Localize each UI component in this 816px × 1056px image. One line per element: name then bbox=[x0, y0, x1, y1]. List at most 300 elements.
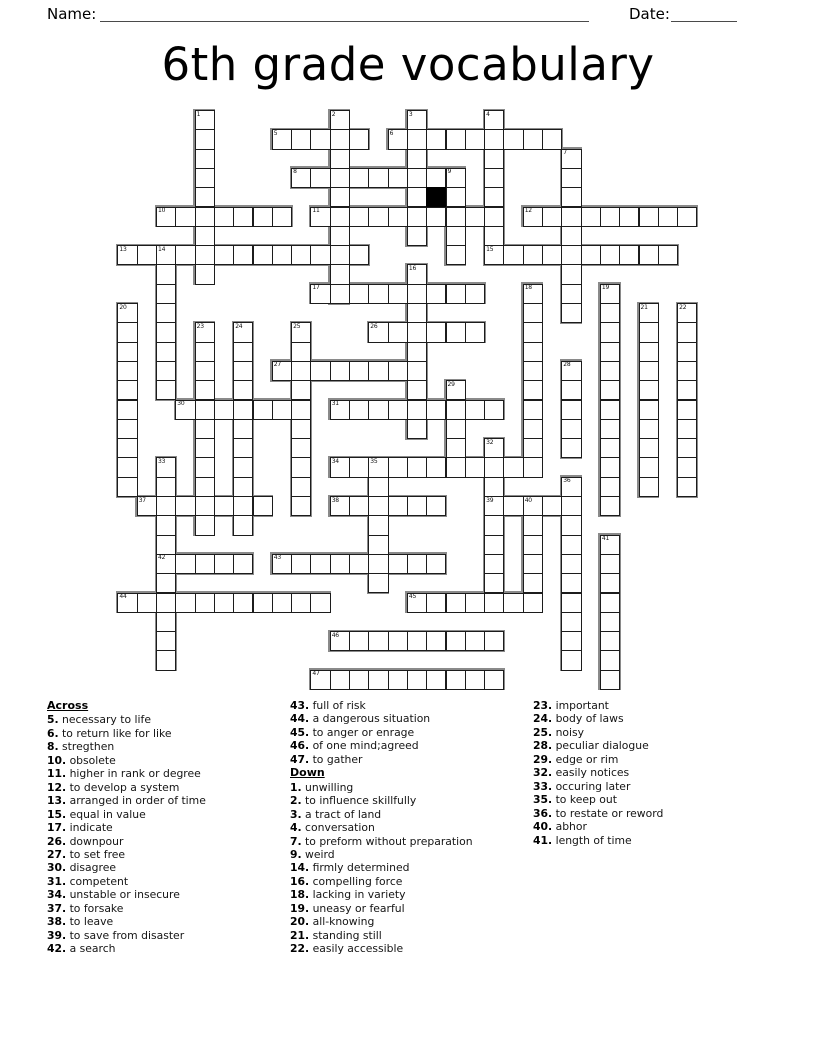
grid-cell bbox=[195, 554, 215, 574]
clue-number: 30. bbox=[47, 861, 67, 875]
grid-cell bbox=[523, 380, 543, 400]
clue-text: to restate or reword bbox=[552, 806, 664, 820]
clue-number: 47. bbox=[290, 752, 310, 766]
clue-item bbox=[533, 739, 713, 752]
grid-cell bbox=[561, 245, 581, 265]
grid-cell bbox=[330, 264, 350, 284]
grid-cell bbox=[465, 593, 485, 613]
grid-cell bbox=[349, 129, 369, 149]
clue-item bbox=[290, 875, 530, 888]
clue-number: 22. bbox=[290, 942, 310, 956]
grid-cell bbox=[195, 187, 215, 207]
grid-cell bbox=[156, 303, 176, 323]
across-heading: Across bbox=[47, 699, 89, 712]
clue-item bbox=[47, 942, 287, 955]
clue-number: 1. bbox=[290, 780, 302, 794]
clue-text: higher in rank or degree bbox=[66, 767, 201, 781]
grid-cell bbox=[484, 149, 504, 169]
grid-cell bbox=[600, 496, 620, 516]
grid-cell bbox=[388, 361, 408, 381]
clue-text: to leave bbox=[66, 915, 114, 929]
grid-cell bbox=[600, 361, 620, 381]
grid-cell bbox=[407, 670, 427, 690]
grid-cell bbox=[253, 593, 273, 613]
grid-cell bbox=[407, 419, 427, 439]
cell-number: 8 bbox=[293, 168, 297, 176]
clue-number: 12. bbox=[47, 780, 67, 794]
grid-cell bbox=[349, 400, 369, 420]
clue-number: 26. bbox=[47, 834, 67, 848]
clue-number: 42. bbox=[47, 942, 67, 956]
grid-cell bbox=[484, 129, 504, 149]
grid-cell bbox=[426, 496, 446, 516]
grid-cell bbox=[600, 342, 620, 362]
grid-cell bbox=[407, 496, 427, 516]
grid-cell bbox=[465, 631, 485, 651]
grid-cell bbox=[388, 322, 408, 342]
grid-cell bbox=[639, 400, 659, 420]
grid-cell bbox=[465, 207, 485, 227]
grid-cell bbox=[561, 226, 581, 246]
grid-cell bbox=[542, 207, 562, 227]
grid-cell bbox=[195, 419, 215, 439]
clue-number: 28. bbox=[533, 739, 553, 753]
grid-cell bbox=[561, 573, 581, 593]
grid-cell bbox=[349, 496, 369, 516]
clue-item bbox=[533, 807, 713, 820]
grid-cell bbox=[233, 496, 253, 516]
grid-cell bbox=[233, 245, 253, 265]
grid-cell bbox=[175, 593, 195, 613]
grid-cell bbox=[195, 207, 215, 227]
grid-cell bbox=[561, 535, 581, 555]
clue-item bbox=[290, 739, 530, 752]
clue-number: 40. bbox=[533, 820, 553, 834]
grid-cell bbox=[195, 477, 215, 497]
cell-number: 38 bbox=[331, 496, 339, 504]
grid-cell bbox=[639, 419, 659, 439]
cell-number: 10 bbox=[158, 207, 166, 214]
grid-cell bbox=[310, 593, 330, 613]
grid-cell bbox=[446, 400, 466, 420]
grid-cell bbox=[407, 554, 427, 574]
grid-cell bbox=[523, 245, 543, 265]
clue-number: 15. bbox=[47, 807, 67, 821]
grid-cell bbox=[195, 400, 215, 420]
grid-cell bbox=[561, 631, 581, 651]
cell-number: 13 bbox=[119, 245, 127, 253]
grid-cell bbox=[523, 457, 543, 477]
clue-item bbox=[47, 821, 287, 834]
clue-column-1 bbox=[47, 699, 287, 956]
clue-number: 20. bbox=[290, 915, 310, 929]
grid-cell bbox=[561, 168, 581, 188]
grid-cell bbox=[368, 284, 388, 304]
grid-cell bbox=[446, 631, 466, 651]
grid-cell bbox=[426, 284, 446, 304]
grid-cell bbox=[600, 245, 620, 265]
grid-cell bbox=[600, 631, 620, 651]
grid-cell bbox=[349, 361, 369, 381]
cell-number: 42 bbox=[158, 554, 166, 562]
clue-text: easily notices bbox=[552, 766, 630, 780]
grid-cell bbox=[214, 245, 234, 265]
grid-cell bbox=[446, 670, 466, 690]
grid-cell bbox=[523, 515, 543, 535]
grid-cell bbox=[426, 322, 446, 342]
grid-cell bbox=[291, 496, 311, 516]
clue-item bbox=[533, 753, 713, 766]
grid-cell bbox=[465, 322, 485, 342]
cell-number: 33 bbox=[158, 457, 166, 465]
cell-number: 43 bbox=[273, 554, 282, 562]
clue-number: 37. bbox=[47, 901, 67, 915]
cell-number: 39 bbox=[486, 496, 494, 504]
grid-cell bbox=[349, 207, 369, 227]
date-label: Date: bbox=[629, 5, 670, 23]
cell-number: 19 bbox=[601, 284, 610, 292]
grid-cell bbox=[117, 380, 137, 400]
clue-text: competent bbox=[66, 874, 129, 888]
grid-cell bbox=[291, 129, 311, 149]
clue-item bbox=[290, 808, 530, 821]
grid-cell bbox=[117, 438, 137, 458]
grid-cell bbox=[272, 400, 292, 420]
clue-text: standing still bbox=[309, 928, 382, 942]
grid-cell bbox=[407, 149, 427, 169]
cell-number: 24 bbox=[235, 322, 243, 330]
down-heading: Down bbox=[290, 766, 325, 780]
grid-cell bbox=[117, 361, 137, 381]
grid-cell bbox=[677, 457, 697, 477]
grid-cell bbox=[523, 361, 543, 381]
grid-cell bbox=[368, 207, 388, 227]
cell-number: 30 bbox=[177, 400, 185, 407]
clue-number: 17. bbox=[47, 821, 67, 835]
clue-number: 5. bbox=[47, 713, 59, 727]
grid-cell bbox=[426, 457, 446, 477]
grid-cell bbox=[388, 554, 408, 574]
grid-cell bbox=[639, 207, 659, 227]
grid-cell bbox=[156, 631, 176, 651]
grid-cell bbox=[175, 207, 195, 227]
grid-cell bbox=[561, 380, 581, 400]
grid-cell bbox=[503, 245, 523, 265]
grid-cell bbox=[117, 419, 137, 439]
cell-number: 40 bbox=[524, 496, 532, 504]
cell-number: 20 bbox=[119, 303, 127, 311]
clue-item bbox=[290, 726, 530, 739]
clue-number: 11. bbox=[47, 767, 67, 781]
grid-cell bbox=[233, 554, 253, 574]
grid-cell bbox=[388, 670, 408, 690]
grid-cell bbox=[233, 515, 253, 535]
grid-cell bbox=[523, 535, 543, 555]
cell-number: 27 bbox=[273, 361, 282, 369]
clue-item bbox=[290, 902, 530, 915]
grid-cell bbox=[291, 400, 311, 420]
clue-number: 38. bbox=[47, 915, 67, 929]
grid-cell bbox=[137, 593, 157, 613]
clue-number: 3. bbox=[290, 807, 302, 821]
grid-cell bbox=[561, 264, 581, 284]
clue-number: 6. bbox=[47, 726, 59, 740]
clue-item bbox=[533, 699, 713, 712]
grid-cell bbox=[484, 457, 504, 477]
grid-cell bbox=[619, 245, 639, 265]
cell-number: 45 bbox=[408, 593, 417, 600]
clue-item bbox=[47, 713, 287, 726]
grid-cell bbox=[503, 496, 523, 516]
grid-cell bbox=[368, 631, 388, 651]
clue-text: to save from disaster bbox=[66, 928, 185, 942]
grid-cell bbox=[388, 168, 408, 188]
grid-cell bbox=[677, 342, 697, 362]
grid-cell bbox=[195, 226, 215, 246]
clue-text: to keep out bbox=[552, 793, 617, 807]
clue-item bbox=[47, 808, 287, 821]
grid-cell bbox=[600, 593, 620, 613]
grid-cell bbox=[156, 496, 176, 516]
grid-cell bbox=[426, 670, 446, 690]
grid-cell bbox=[446, 419, 466, 439]
clue-text: of one mind;agreed bbox=[309, 739, 419, 753]
grid-cell bbox=[137, 245, 157, 265]
grid-cell bbox=[600, 322, 620, 342]
grid-cell bbox=[330, 149, 350, 169]
clue-number: 44. bbox=[290, 712, 310, 726]
grid-cell bbox=[523, 322, 543, 342]
grid-cell bbox=[426, 593, 446, 613]
clue-number: 13. bbox=[47, 794, 67, 808]
grid-cell bbox=[446, 207, 466, 227]
grid-cell bbox=[407, 361, 427, 381]
grid-cell bbox=[156, 380, 176, 400]
cell-number: 6 bbox=[389, 129, 394, 137]
grid-cell bbox=[639, 245, 659, 265]
grid-cell bbox=[639, 361, 659, 381]
clue-text: length of time bbox=[552, 833, 632, 847]
clue-text: equal in value bbox=[66, 807, 146, 821]
grid-cell bbox=[446, 226, 466, 246]
grid-cell bbox=[117, 457, 137, 477]
cell-number: 12 bbox=[524, 207, 532, 214]
grid-cell bbox=[407, 303, 427, 323]
grid-cell bbox=[368, 168, 388, 188]
grid-cell bbox=[561, 496, 581, 516]
grid-cell bbox=[195, 361, 215, 381]
clue-text: a tract of land bbox=[301, 807, 382, 821]
grid-cell bbox=[561, 612, 581, 632]
grid-cell bbox=[233, 400, 253, 420]
grid-cell bbox=[388, 284, 408, 304]
grid-cell bbox=[214, 554, 234, 574]
grid-cell bbox=[310, 168, 330, 188]
grid-cell bbox=[677, 361, 697, 381]
cell-number: 15 bbox=[486, 245, 494, 253]
clue-number: 19. bbox=[290, 901, 310, 915]
grid-cell bbox=[523, 419, 543, 439]
grid-cell bbox=[214, 400, 234, 420]
grid-cell bbox=[407, 400, 427, 420]
clue-item bbox=[290, 942, 530, 955]
grid-cell bbox=[233, 207, 253, 227]
clue-number: 45. bbox=[290, 725, 310, 739]
clue-item bbox=[533, 780, 713, 793]
cell-number: 11 bbox=[312, 207, 320, 214]
clue-item bbox=[47, 875, 287, 888]
grid-cell bbox=[330, 245, 350, 265]
cell-number: 5 bbox=[273, 129, 278, 137]
grid-cell bbox=[677, 400, 697, 420]
grid-cell bbox=[310, 245, 330, 265]
grid-cell bbox=[349, 245, 369, 265]
cell-number: 37 bbox=[138, 496, 146, 504]
clue-item bbox=[47, 754, 287, 767]
clue-text: to gather bbox=[309, 752, 363, 766]
clue-item bbox=[533, 820, 713, 833]
grid-cell bbox=[523, 342, 543, 362]
clue-number: 33. bbox=[533, 779, 553, 793]
grid-cell bbox=[156, 477, 176, 497]
grid-cell bbox=[233, 457, 253, 477]
grid-cell bbox=[407, 284, 427, 304]
grid-cell bbox=[349, 631, 369, 651]
grid-cell bbox=[368, 535, 388, 555]
grid-cell bbox=[156, 284, 176, 304]
grid-cell bbox=[291, 342, 311, 362]
grid-cell bbox=[619, 207, 639, 227]
clue-item bbox=[47, 794, 287, 807]
grid-cell bbox=[426, 554, 446, 574]
clue-item bbox=[290, 929, 530, 942]
grid-cell bbox=[658, 207, 678, 227]
grid-cell bbox=[523, 303, 543, 323]
clue-text: conversation bbox=[301, 821, 375, 835]
grid-cell bbox=[388, 207, 408, 227]
clue-text: lacking in variety bbox=[309, 888, 406, 902]
cell-number: 14 bbox=[158, 245, 166, 253]
clue-number: 39. bbox=[47, 928, 67, 942]
grid-cell bbox=[368, 496, 388, 516]
grid-cell bbox=[349, 284, 369, 304]
grid-cell bbox=[561, 303, 581, 323]
clue-text: full of risk bbox=[309, 699, 366, 712]
clue-number: 32. bbox=[533, 766, 553, 780]
grid-cell bbox=[214, 593, 234, 613]
clue-item bbox=[47, 740, 287, 753]
grid-cell bbox=[195, 438, 215, 458]
grid-cell bbox=[677, 207, 697, 227]
cell-number: 46 bbox=[331, 631, 339, 639]
grid-cell bbox=[156, 515, 176, 535]
cell-number: 35 bbox=[370, 457, 378, 465]
grid-cell bbox=[388, 400, 408, 420]
clue-item bbox=[47, 767, 287, 780]
grid-cell bbox=[677, 380, 697, 400]
clue-text: indicate bbox=[66, 821, 113, 835]
clue-item bbox=[533, 834, 713, 847]
cell-number: 23 bbox=[196, 322, 204, 330]
grid-cell bbox=[368, 515, 388, 535]
clue-text: firmly determined bbox=[309, 861, 410, 875]
grid-cell bbox=[368, 670, 388, 690]
clue-text: compelling force bbox=[309, 874, 403, 888]
grid-cell bbox=[330, 284, 350, 304]
grid-cell bbox=[503, 457, 523, 477]
grid-cell bbox=[156, 342, 176, 362]
grid-cell bbox=[561, 284, 581, 304]
clue-item bbox=[290, 794, 530, 807]
grid-cell bbox=[117, 477, 137, 497]
clue-item bbox=[47, 835, 287, 848]
grid-cell bbox=[291, 438, 311, 458]
clue-number: 29. bbox=[533, 752, 553, 766]
cell-number: 2 bbox=[331, 110, 336, 118]
grid-cell bbox=[330, 187, 350, 207]
grid-cell bbox=[426, 207, 446, 227]
grid-cell bbox=[561, 187, 581, 207]
clue-text: to develop a system bbox=[66, 780, 180, 794]
grid-cell bbox=[446, 284, 466, 304]
grid-cell bbox=[484, 593, 504, 613]
clue-item bbox=[290, 835, 530, 848]
cell-number: 34 bbox=[331, 457, 339, 465]
clue-item bbox=[290, 753, 530, 766]
clue-text: to preform without preparation bbox=[301, 834, 473, 848]
cell-number: 7 bbox=[563, 149, 567, 157]
grid-cell bbox=[195, 129, 215, 149]
cell-number: 9 bbox=[447, 168, 452, 176]
grid-cell bbox=[639, 322, 659, 342]
grid-cell bbox=[233, 342, 253, 362]
clue-item bbox=[47, 902, 287, 915]
grid-cell bbox=[446, 187, 466, 207]
clue-text: important bbox=[552, 699, 609, 712]
grid-cell bbox=[310, 554, 330, 574]
grid-cell bbox=[349, 457, 369, 477]
grid-cell bbox=[542, 245, 562, 265]
grid-cell bbox=[156, 264, 176, 284]
cell-number: 1 bbox=[196, 110, 201, 118]
clue-item bbox=[47, 929, 287, 942]
clue-item bbox=[47, 915, 287, 928]
grid-cell bbox=[156, 612, 176, 632]
clue-text: to anger or enrage bbox=[309, 725, 415, 739]
clue-item bbox=[290, 915, 530, 928]
clue-text: occuring later bbox=[552, 779, 631, 793]
grid-cell bbox=[600, 380, 620, 400]
clue-text: abhor bbox=[552, 820, 587, 834]
puzzle-title: 6th grade vocabulary bbox=[161, 38, 655, 91]
grid-cell bbox=[503, 593, 523, 613]
clue-text: edge or rim bbox=[552, 752, 619, 766]
grid-cell bbox=[677, 419, 697, 439]
grid-cell bbox=[195, 264, 215, 284]
cell-number: 31 bbox=[331, 400, 339, 407]
clue-text: obsolete bbox=[66, 753, 116, 767]
grid-cell bbox=[291, 361, 311, 381]
grid-cell bbox=[368, 477, 388, 497]
grid-cell bbox=[349, 554, 369, 574]
grid-cell bbox=[156, 322, 176, 342]
grid-cell bbox=[195, 168, 215, 188]
grid-cell bbox=[446, 322, 466, 342]
cell-number: 41 bbox=[601, 535, 610, 543]
grid-cell bbox=[600, 477, 620, 497]
grid-cell bbox=[291, 380, 311, 400]
grid-cell bbox=[484, 207, 504, 227]
